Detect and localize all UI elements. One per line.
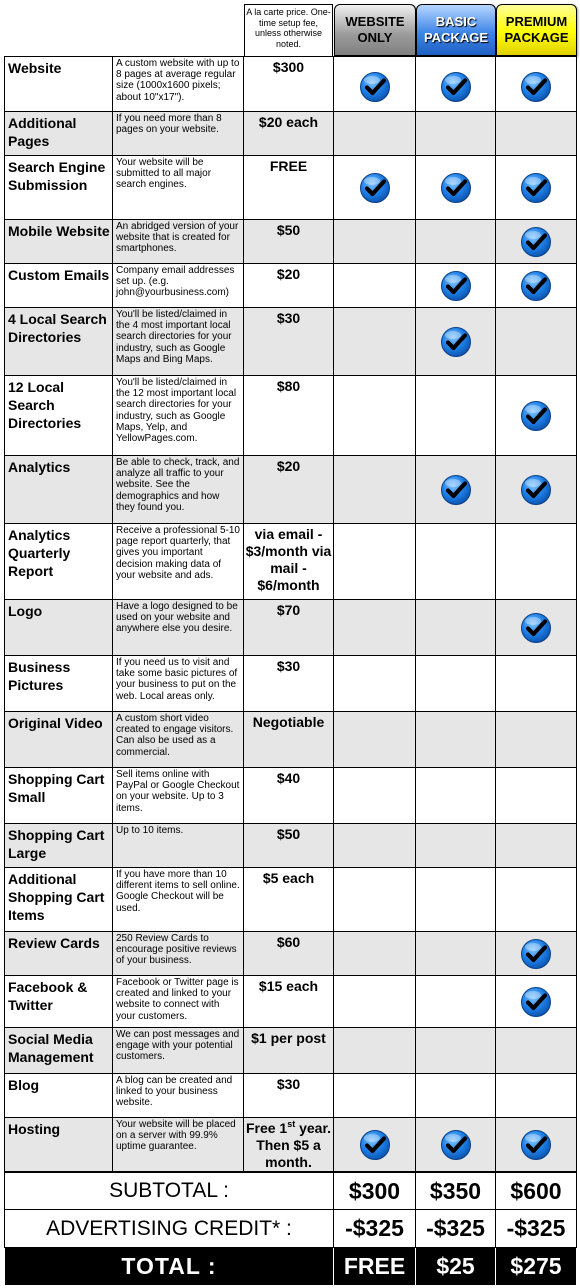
checkmark-icon [440, 270, 472, 302]
feature-description: You'll be listed/claimed in the 4 most important local search directories for your industry, such as Google Maps and Bing Maps. [113, 308, 244, 376]
column-header-line: WEBSITE [345, 14, 405, 29]
checkmark-icon [520, 226, 552, 258]
package-cell-website-only [334, 824, 416, 868]
package-cell-basic [416, 656, 496, 712]
feature-name: Original Video [4, 712, 113, 768]
package-cell-basic [416, 524, 496, 600]
feature-price: $60 [244, 932, 334, 976]
feature-description: Have a logo designed to be used on your website and anywhere else you desire. [113, 600, 244, 656]
feature-row [4, 56, 577, 112]
feature-description: Be able to check, track, and analyze all traffic to your website. See the demographics and how they found you. [113, 456, 244, 524]
package-cell-premium [496, 264, 577, 308]
total-row [4, 1248, 577, 1286]
package-cell-website-only [334, 112, 416, 156]
checkmark-icon [440, 172, 472, 204]
feature-row [4, 456, 577, 524]
package-cell-premium [496, 824, 577, 868]
feature-name: Shopping Cart Small [4, 768, 113, 824]
package-cell-premium [496, 712, 577, 768]
package-cell-premium [496, 656, 577, 712]
package-cell-premium [496, 600, 577, 656]
package-cell-website-only [334, 264, 416, 308]
package-cell-premium [496, 868, 577, 932]
package-cell-premium [496, 308, 577, 376]
package-cell-basic [416, 456, 496, 524]
package-cell-website-only [334, 656, 416, 712]
package-cell-premium [496, 112, 577, 156]
checkmark-icon [440, 71, 472, 103]
package-cell-premium [496, 976, 577, 1028]
advertising-credit-label: ADVERTISING CREDIT* : [4, 1210, 334, 1248]
feature-description: Receive a professional 5-10 page report quarterly, that gives you important decision making data of your website and ads. [113, 524, 244, 600]
feature-description: Facebook or Twitter page is created and linked to your website to connect with your customers. [113, 976, 244, 1028]
feature-row [4, 1028, 577, 1074]
package-cell-website-only [334, 768, 416, 824]
package-cell-basic [416, 156, 496, 220]
feature-price: $300 [244, 57, 334, 112]
feature-name: Facebook & Twitter [4, 976, 113, 1028]
checkmark-icon [520, 172, 552, 204]
feature-name: Social Media Management [4, 1028, 113, 1074]
feature-description: A custom website with up to 8 pages at average regular size (1000x1600 pixels; about 10"x17"). [113, 57, 244, 112]
feature-row [4, 656, 577, 712]
feature-row [4, 600, 577, 656]
feature-description: If you have more than 10 different items to sell online. Google Checkout will be used. [113, 868, 244, 932]
feature-name: Analytics [4, 456, 113, 524]
subtotal-website-only: $300 [334, 1173, 416, 1210]
feature-row [4, 156, 577, 220]
checkmark-icon [359, 1129, 391, 1161]
feature-description: Sell items online with PayPal or Google Checkout on your website. Up to 3 items. [113, 768, 244, 824]
package-cell-website-only [334, 1074, 416, 1118]
package-cell-website-only [334, 712, 416, 768]
package-cell-basic [416, 824, 496, 868]
feature-price: $80 [244, 376, 334, 456]
checkmark-icon [440, 474, 472, 506]
feature-row [4, 868, 577, 932]
feature-description: A custom short video created to engage visitors. Can also be used as a commercial. [113, 712, 244, 768]
package-cell-website-only [334, 456, 416, 524]
feature-description: Your website will be submitted to all major search engines. [113, 156, 244, 220]
feature-description: You'll be listed/claimed in the 12 most important local search directories for your industry, such as Google Maps, Yelp, and YellowPages.com. [113, 376, 244, 456]
feature-row [4, 932, 577, 976]
package-cell-premium [496, 1028, 577, 1074]
feature-price: $30 [244, 1074, 334, 1118]
alacarte-price-note: A la carte price. One-time setup fee, unless otherwise noted. [244, 4, 333, 56]
subtotal-label: SUBTOTAL : [4, 1173, 334, 1210]
package-cell-website-only [334, 1118, 416, 1172]
price-superscript: st [287, 1119, 296, 1129]
checkmark-icon [520, 1129, 552, 1161]
feature-price: $20 each [244, 112, 334, 156]
feature-price: $15 each [244, 976, 334, 1028]
package-cell-website-only [334, 976, 416, 1028]
feature-name: Shopping Cart Large [4, 824, 113, 868]
price-part: year. Then $5 a month. [256, 1120, 332, 1170]
feature-description: Company email addresses set up. (e.g. john@yourbusiness.com) [113, 264, 244, 308]
package-cell-premium [496, 1118, 577, 1172]
feature-price [244, 1118, 334, 1172]
column-header-line: ONLY [357, 30, 393, 45]
feature-name: Analytics Quarterly Report [4, 524, 113, 600]
package-cell-basic [416, 712, 496, 768]
feature-name: Business Pictures [4, 656, 113, 712]
package-cell-basic [416, 57, 496, 112]
package-cell-website-only [334, 57, 416, 112]
package-cell-premium [496, 220, 577, 264]
package-cell-website-only [334, 1028, 416, 1074]
package-cell-basic [416, 308, 496, 376]
total-label: TOTAL : [4, 1248, 334, 1286]
checkmark-icon [359, 71, 391, 103]
feature-row [4, 768, 577, 824]
credit-basic: -$325 [416, 1210, 496, 1248]
feature-name: Search Engine Submission [4, 156, 113, 220]
checkmark-icon [520, 612, 552, 644]
package-cell-website-only [334, 308, 416, 376]
feature-description: 250 Review Cards to encourage positive reviews of your business. [113, 932, 244, 976]
feature-price: $20 [244, 264, 334, 308]
package-cell-website-only [334, 932, 416, 976]
feature-name: Custom Emails [4, 264, 113, 308]
column-header-line: PACKAGE [504, 30, 569, 45]
credit-website-only: -$325 [334, 1210, 416, 1248]
package-cell-website-only [334, 156, 416, 220]
package-cell-basic [416, 932, 496, 976]
package-cell-premium [496, 57, 577, 112]
package-cell-website-only [334, 524, 416, 600]
feature-name: Additional Pages [4, 112, 113, 156]
package-cell-basic [416, 1028, 496, 1074]
feature-name: 12 Local Search Directories [4, 376, 113, 456]
feature-row [4, 308, 577, 376]
feature-row [4, 1074, 577, 1118]
feature-description: An abridged version of your website that is created for smartphones. [113, 220, 244, 264]
feature-row [4, 824, 577, 868]
subtotal-basic: $350 [416, 1173, 496, 1210]
feature-price: $30 [244, 656, 334, 712]
feature-row [4, 524, 577, 600]
package-cell-premium [496, 156, 577, 220]
checkmark-icon [520, 71, 552, 103]
feature-price: $50 [244, 824, 334, 868]
feature-price: $70 [244, 600, 334, 656]
package-cell-basic [416, 1074, 496, 1118]
feature-name: Mobile Website [4, 220, 113, 264]
feature-row [4, 112, 577, 156]
package-cell-basic [416, 1118, 496, 1172]
checkmark-icon [520, 400, 552, 432]
feature-name: Review Cards [4, 932, 113, 976]
package-cell-website-only [334, 868, 416, 932]
package-cell-website-only [334, 600, 416, 656]
feature-description: If you need more than 8 pages on your website. [113, 112, 244, 156]
feature-price: $50 [244, 220, 334, 264]
feature-row [4, 976, 577, 1028]
feature-name: Blog [4, 1074, 113, 1118]
feature-row [4, 1118, 577, 1172]
checkmark-icon [520, 986, 552, 1018]
feature-row [4, 376, 577, 456]
feature-price: $20 [244, 456, 334, 524]
column-header-line: PREMIUM [505, 14, 568, 29]
total-premium: $275 [496, 1248, 577, 1286]
feature-price: $1 per post [244, 1028, 334, 1074]
package-cell-premium [496, 524, 577, 600]
feature-description: Your website will be placed on a server with 99.9% uptime guarantee. [113, 1118, 244, 1172]
feature-name: Logo [4, 600, 113, 656]
subtotal-row [4, 1172, 577, 1210]
package-cell-premium [496, 376, 577, 456]
feature-price: $30 [244, 308, 334, 376]
package-cell-basic [416, 112, 496, 156]
package-cell-premium [496, 768, 577, 824]
feature-price: via email - $3/month via mail - $6/month [244, 524, 334, 600]
feature-description: We can post messages and engage with your potential customers. [113, 1028, 244, 1074]
subtotal-premium: $600 [496, 1173, 577, 1210]
checkmark-icon [359, 172, 391, 204]
package-cell-website-only [334, 220, 416, 264]
credit-premium: -$325 [496, 1210, 577, 1248]
package-cell-basic [416, 600, 496, 656]
feature-price: $40 [244, 768, 334, 824]
column-header-line: BASIC [435, 14, 477, 29]
feature-row [4, 712, 577, 768]
feature-description: If you need us to visit and take some basic pictures of your business to put on the web. Local areas only. [113, 656, 244, 712]
feature-description: A blog can be created and linked to your business website. [113, 1074, 244, 1118]
checkmark-icon [520, 938, 552, 970]
checkmark-icon [520, 474, 552, 506]
advertising-credit-row [4, 1210, 577, 1248]
package-cell-basic [416, 220, 496, 264]
feature-price: $5 each [244, 868, 334, 932]
feature-name: 4 Local Search Directories [4, 308, 113, 376]
total-basic: $25 [416, 1248, 496, 1286]
checkmark-icon [520, 270, 552, 302]
package-cell-basic [416, 976, 496, 1028]
feature-name: Hosting [4, 1118, 113, 1172]
column-header-basic-package[interactable] [416, 4, 496, 56]
feature-price: Negotiable [244, 712, 334, 768]
package-cell-website-only [334, 376, 416, 456]
package-cell-basic [416, 868, 496, 932]
checkmark-icon [440, 326, 472, 358]
feature-name: Website [4, 57, 113, 112]
feature-description: Up to 10 items. [113, 824, 244, 868]
package-cell-premium [496, 932, 577, 976]
feature-row [4, 220, 577, 264]
package-cell-basic [416, 264, 496, 308]
feature-name: Additional Shopping Cart Items [4, 868, 113, 932]
total-website-only: FREE [334, 1248, 416, 1286]
price-part: Free 1 [245, 1120, 288, 1136]
feature-price: FREE [244, 156, 334, 220]
column-header-website-only[interactable] [334, 4, 416, 56]
package-cell-basic [416, 768, 496, 824]
package-cell-premium [496, 456, 577, 524]
package-cell-premium [496, 1074, 577, 1118]
checkmark-icon [440, 1129, 472, 1161]
column-header-line: PACKAGE [423, 30, 489, 45]
feature-row [4, 264, 577, 308]
package-cell-basic [416, 376, 496, 456]
column-header-premium-package[interactable] [496, 4, 577, 56]
